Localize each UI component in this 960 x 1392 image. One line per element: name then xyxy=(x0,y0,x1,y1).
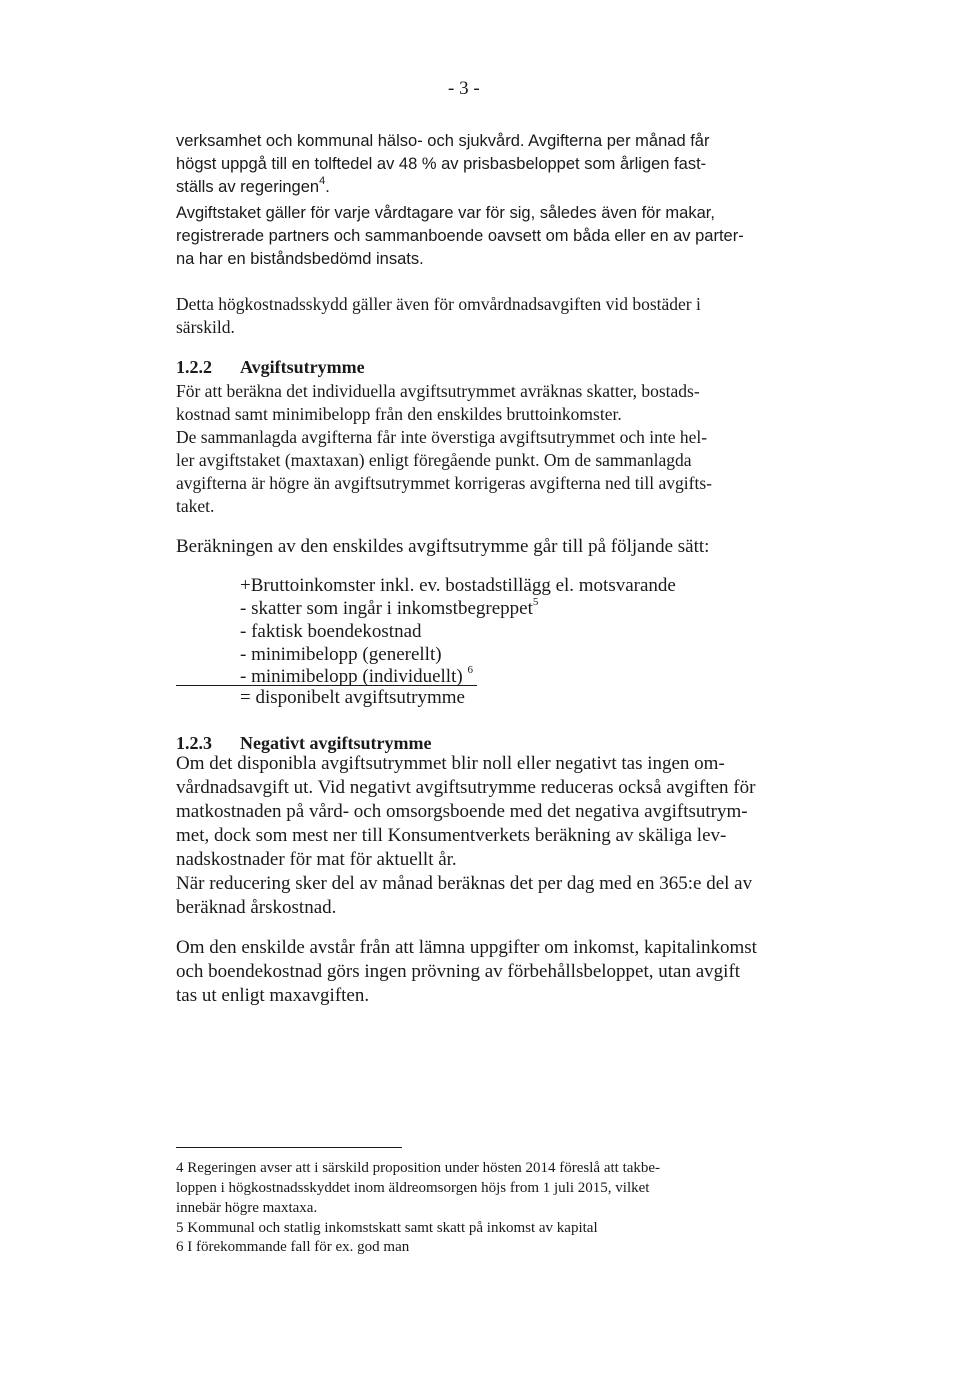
footnote-text: Kommunal och statlig inkomstskatt samt skatt på inkomst av kapital xyxy=(187,1220,598,1236)
footnote-marker: 5 xyxy=(176,1220,184,1236)
text-line: nadskostnader för mat för aktuellt år. xyxy=(176,849,457,870)
text-line: Detta högkostnadsskydd gäller även för omvårdnadsavgiften vid bostäder i xyxy=(176,294,701,314)
text-line: registrerade partners och sammanboende oavsett om båda eller en av parter- xyxy=(176,227,744,245)
calculation-result: = disponibelt avgiftsutrymme xyxy=(240,687,465,708)
section-title: Negativt avgiftsutrymme xyxy=(240,733,432,753)
text-line: met, dock som mest ner till Konsumentverkets beräkning av skäliga lev- xyxy=(176,825,727,846)
footnote-line: loppen i högkostnadsskyddet inom äldreomsorgen höjs from 1 juli 2015, vilket xyxy=(176,1180,650,1196)
text-line: För att beräkna det individuella avgiftsutrymmet avräknas skatter, bostads- xyxy=(176,381,700,401)
calculation-item: +Bruttoinkomster inkl. ev. bostadstillägg el. motsvarande xyxy=(240,575,676,596)
text-line: De sammanlagda avgifterna får inte överstiga avgiftsutrymmet och inte hel- xyxy=(176,427,708,447)
footnote xyxy=(176,1158,660,1178)
section-heading xyxy=(176,357,365,378)
footnote-text: I förekommande fall för ex. god man xyxy=(187,1239,410,1255)
footnote-text: Regeringen avser att i särskild proposition under hösten 2014 föreslå att takbe- xyxy=(187,1160,661,1176)
text-line: verksamhet och kommunal hälso- och sjukvård. Avgifterna per månad får xyxy=(176,132,710,150)
calculation-item-text: - minimibelopp (individuellt) xyxy=(240,666,463,687)
text-line: När reducering sker del av månad beräknas det per dag med en 365:e del av xyxy=(176,873,753,894)
text-line: särskild. xyxy=(176,317,235,337)
text-line: Om det disponibla avgiftsutrymmet blir noll eller negativt tas ingen om- xyxy=(176,753,725,774)
footnote-separator xyxy=(176,1147,402,1148)
text-line: tas ut enligt maxavgiften. xyxy=(176,985,370,1006)
text-line: ler avgiftstaket (maxtaxan) enligt föregående punkt. Om de sammanlagda xyxy=(176,450,692,470)
calculation-item: - faktisk boendekostnad xyxy=(240,621,422,642)
text-line-content: ställs av regeringen xyxy=(176,178,320,196)
calculation-item: - minimibelopp (generellt) xyxy=(240,644,442,665)
text-line xyxy=(176,176,330,198)
text-line: kostnad samt minimibelopp från den enskildes bruttoinkomster. xyxy=(176,404,622,424)
text-line: na har en biståndsbedömd insats. xyxy=(176,250,424,268)
text-line: högst uppgå till en tolftedel av 48 % av prisbasbeloppet som årligen fast- xyxy=(176,155,707,173)
calculation-intro: Beräkningen av den enskildes avgiftsutrymme går till på följande sätt: xyxy=(176,536,710,557)
text-line: matkostnaden på vård- och omsorgsboende med det negativa avgiftsutrym- xyxy=(176,801,748,822)
text-line: avgifterna är högre än avgiftsutrymmet korrigeras avgifterna ned till avgifts- xyxy=(176,473,712,493)
footnote xyxy=(176,1218,598,1238)
text-line: Om den enskilde avstår från att lämna uppgifter om inkomst, kapitalinkomst xyxy=(176,937,757,958)
text-line: vårdnadsavgift ut. Vid negativt avgiftsutrymme reduceras också avgiften för xyxy=(176,777,756,798)
footnote-marker: 6 xyxy=(176,1239,184,1255)
footnote-ref: 5 xyxy=(532,596,539,608)
footnote-marker: 4 xyxy=(176,1160,184,1176)
page-number: - 3 - xyxy=(448,78,480,99)
footnote-line: innebär högre maxtaxa. xyxy=(176,1200,318,1216)
section-number: 1.2.3 xyxy=(176,733,212,753)
text-line: Avgiftstaket gäller för varje vårdtagare var för sig, således även för makar, xyxy=(176,204,715,222)
section-title: Avgiftsutrymme xyxy=(240,357,365,377)
section-number: 1.2.2 xyxy=(176,357,212,377)
text-line: beräknad årskostnad. xyxy=(176,897,337,918)
footnote-ref: 6 xyxy=(467,664,473,676)
footnote xyxy=(176,1237,409,1257)
calculation-item-text: - skatter som ingår i inkomstbegreppet xyxy=(240,598,533,619)
text-line: taket. xyxy=(176,496,215,516)
footnote-ref: 4 xyxy=(319,175,326,187)
calculation-item xyxy=(240,597,538,621)
punctuation: . xyxy=(325,178,330,196)
text-line: och boendekostnad görs ingen prövning av förbehållsbeloppet, utan avgift xyxy=(176,961,741,982)
